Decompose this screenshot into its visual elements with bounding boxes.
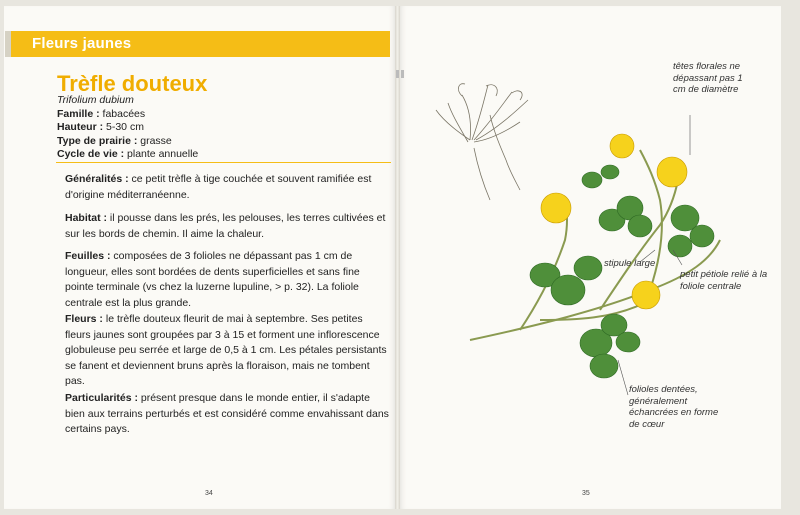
annotation-stipule: stipule large: [604, 258, 656, 269]
page-number-left: 34: [205, 490, 213, 497]
annotation-leaflets: folioles dentées, généralement échancrées en forme de cœur: [629, 384, 719, 430]
meta-life-cycle: Cycle de vie : plante annuelle: [57, 148, 199, 160]
annotation-petiole: petit pétiole relié à la foliole centrale: [680, 269, 768, 292]
meta-meadow-type: Type de prairie : grasse: [57, 134, 172, 147]
page-tick-right: [401, 70, 404, 78]
latin-name: Trifolium dubium: [57, 94, 134, 106]
species-title: Trèfle douteux: [57, 71, 208, 96]
section-label: Fleurs jaunes: [32, 35, 132, 52]
meta-family: Famille : fabacées: [57, 107, 146, 120]
paragraph-feuilles: Feuilles : composées de 3 folioles ne dépassant pas 1 cm de longueur, elles sont bordées de dents superficielles et sans fine pointe terminale (vs chez la luzerne lupuline, > p. 32). La foliole centrale est la plus grande.: [65, 250, 360, 309]
annotation-flower-heads: têtes florales ne dépassant pas 1 cm de diamètre: [673, 61, 743, 95]
paragraph-habitat: Habitat : il pousse dans les prés, les pelouses, les terres cultivées et sur les bords de chemin. Il aime la chaleur.: [65, 212, 386, 240]
meta-height: Hauteur : 5-30 cm: [57, 121, 144, 133]
paragraph-generalites: Généralités : ce petit trèfle à tige couchée et souvent ramifiée est d'origine méditerranéenne.: [65, 173, 372, 201]
paragraph-particularites: Particularités : présent presque dans le monde entier, il s'adapte bien aux terrains perturbés et est considéré comme envahissant dans certains pays.: [65, 392, 389, 435]
page-number-right: 35: [582, 490, 590, 497]
paragraph-fleurs: Fleurs : le trèfle douteux fleurit de mai à septembre. Ses petites fleurs jaunes sont groupées par 3 à 15 et forment une inflorescence globuleuse peu serrée et large de 0,5 à 1 cm. Les pétales persistants se fanent et deviennent bruns après la floraison, mais ne tombent pas.: [65, 313, 387, 387]
faded-flower-head-sketch: [436, 84, 528, 200]
